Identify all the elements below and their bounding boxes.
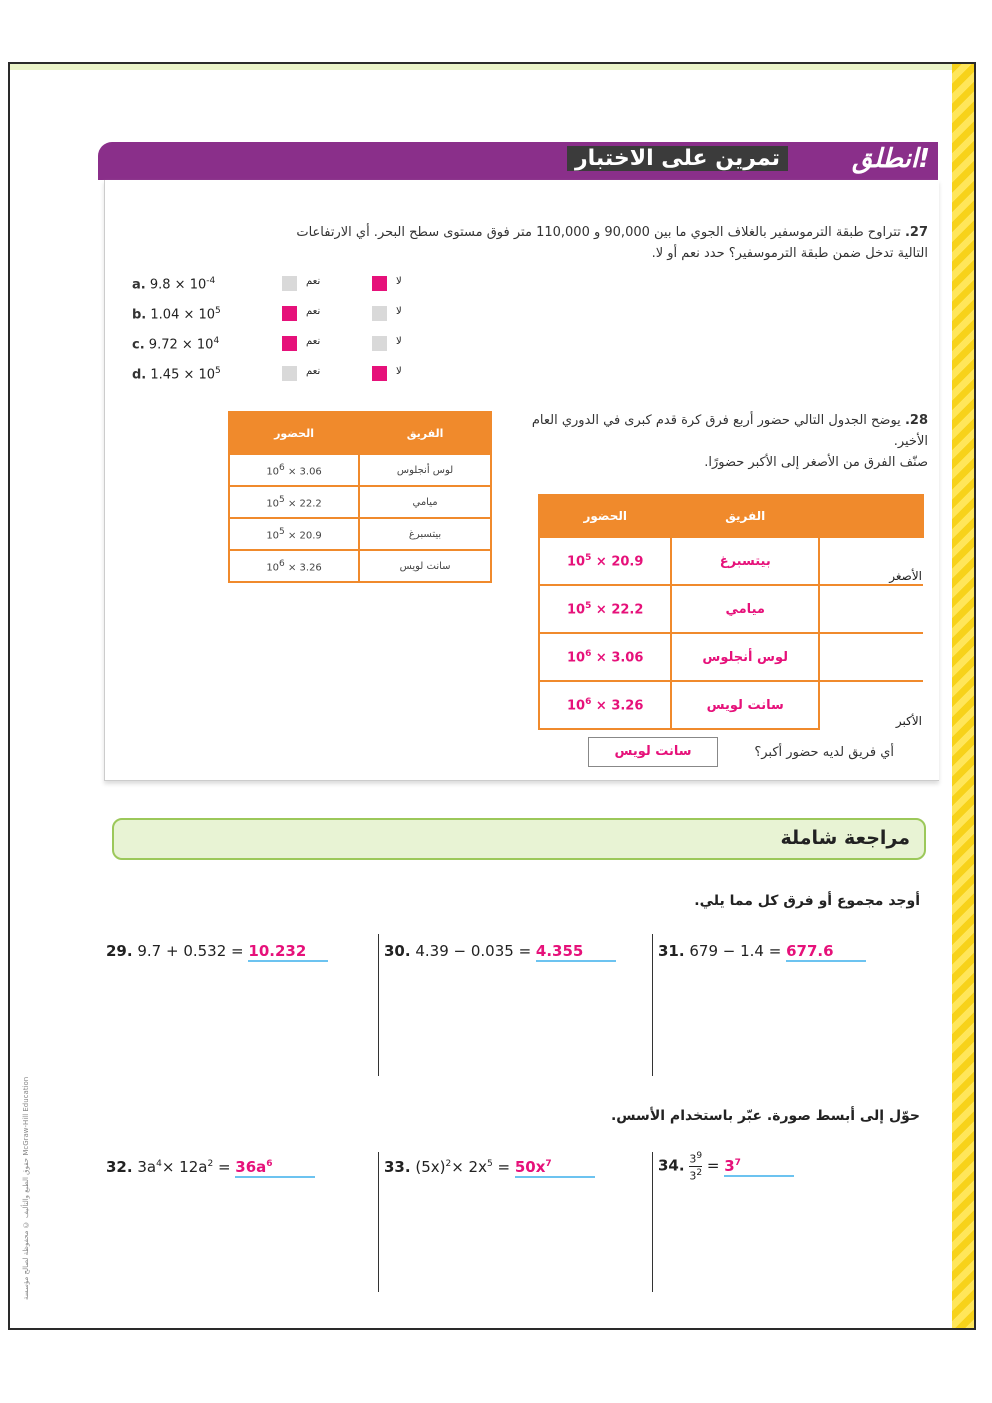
value-cell: $3.06 \times 10^6$ — [229, 454, 359, 486]
divider — [378, 934, 379, 1076]
col-attendance: الحضور — [539, 495, 671, 537]
table-row — [229, 486, 491, 518]
option-label: d. — [132, 367, 147, 383]
q27-number: 27. — [904, 225, 928, 240]
divider — [652, 934, 653, 1076]
value-answer[interactable]: $20.9 \times 10^5$ — [539, 537, 671, 585]
answer-field[interactable]: $50x^7$ — [515, 1158, 595, 1178]
yes-checkbox[interactable] — [282, 276, 297, 291]
q28-final-question: أي فريق لديه حضور أكبر؟ — [754, 745, 894, 760]
q28-instruction: صنّف الفرق من الأصغر إلى الأكبر حضورًا. — [704, 455, 928, 470]
table-row — [229, 518, 491, 550]
col-team: الفريق — [359, 412, 491, 454]
rank-cell — [819, 537, 923, 585]
no-label: لا — [396, 306, 402, 317]
no-label: لا — [396, 276, 402, 287]
option-exp: 5 — [215, 306, 221, 316]
no-checkbox[interactable] — [372, 336, 387, 351]
q28-text — [528, 410, 928, 473]
yes-checkbox[interactable] — [282, 336, 297, 351]
section2-instruction: حوّل إلى أبسط صورة. عبّر باستخدام الأسس. — [610, 1108, 920, 1124]
answer-field[interactable]: $36a^6$ — [235, 1158, 315, 1178]
option-value: 9.8 × 10 — [149, 277, 207, 293]
problem-30: 30. 4.39 − 0.035 = 4.355 — [384, 942, 616, 962]
review-title: مراجعة شاملة — [780, 827, 910, 849]
top-rule — [10, 64, 974, 70]
answer-field[interactable]: $3^7$ — [724, 1157, 794, 1177]
option-label: c. — [132, 337, 145, 353]
q27-question: تتراوح طبقة الترموسفير بالغلاف الجوي ما بين 90,000 و 110,000 متر فوق مستوى سطح البحر. أي الارتفاعات التالية تدخل ضمن طبقة الترموسفير؟ حدد نعم أو لا. — [296, 225, 928, 261]
no-checkbox[interactable] — [372, 366, 387, 381]
option-exp: 5 — [215, 366, 221, 376]
q28-question: يوضح الجدول التالي حضور أربع فرق كرة قدم كبرى في الدوري العام الأخير. — [531, 413, 928, 449]
rank-cell — [819, 681, 923, 729]
largest-label: الأكبر — [895, 714, 922, 728]
ranking-table — [538, 494, 924, 730]
copyright-note: حقوق الطبع والتأليف © محفوظة لصالح مؤسسة McGraw-Hill Education — [22, 1076, 30, 1300]
section1-instruction: أوجد مجموع أو فرق كل مما يلي. — [694, 893, 920, 909]
team-answer[interactable]: بيتسبرغ — [671, 537, 819, 585]
answer-field[interactable]: 4.355 — [536, 942, 616, 962]
value-answer[interactable]: $3.26 \times 10^6$ — [539, 681, 671, 729]
table-row — [229, 454, 491, 486]
attendance-table — [228, 411, 492, 583]
option-label: b. — [132, 307, 147, 323]
q28-number: 28. — [904, 413, 928, 428]
yes-label: نعم — [306, 336, 321, 347]
table-row — [539, 681, 923, 729]
q28-answer-box[interactable]: سانت لويس — [588, 737, 718, 767]
problem-33: 33. $(5x)^2\times 2x^5 = 50x^7$ — [384, 1158, 595, 1178]
team-answer[interactable]: لوس أنجلوس — [671, 633, 819, 681]
no-checkbox[interactable] — [372, 276, 387, 291]
option-a — [132, 274, 432, 296]
table-row — [539, 537, 923, 585]
yes-label: نعم — [306, 366, 321, 377]
banner-title: تمرين على الاختبار — [567, 146, 788, 171]
smallest-label: الأصغر — [889, 569, 922, 583]
yellow-stripe — [952, 64, 974, 1328]
divider — [652, 1152, 653, 1292]
team-answer[interactable]: ميامي — [671, 585, 819, 633]
value-cell: $20.9 \times 10^5$ — [229, 518, 359, 550]
answer-field[interactable]: 10.232 — [248, 942, 328, 962]
team-cell: لوس أنجلوس — [359, 454, 491, 486]
problem-31: 31. 679 − 1.4 = 677.6 — [658, 942, 866, 962]
answer-field[interactable]: 677.6 — [786, 942, 866, 962]
rank-cell — [819, 585, 923, 633]
option-c — [132, 334, 432, 356]
option-exp: -4 — [206, 276, 216, 286]
col-rank — [819, 495, 923, 537]
team-cell: ميامي — [359, 486, 491, 518]
option-label: a. — [132, 277, 146, 293]
option-value: 9.72 × 10 — [148, 337, 214, 353]
option-b — [132, 304, 432, 326]
yes-checkbox[interactable] — [282, 366, 297, 381]
yes-label: نعم — [306, 276, 321, 287]
section-banner — [98, 142, 938, 180]
col-team: الفريق — [671, 495, 819, 537]
value-cell: $22.2 \times 10^5$ — [229, 486, 359, 518]
team-cell: سانت لويس — [359, 550, 491, 582]
team-answer[interactable]: سانت لويس — [671, 681, 819, 729]
no-label: لا — [396, 366, 402, 377]
value-cell: $3.26 \times 10^6$ — [229, 550, 359, 582]
problem-32: 32. $3a^4\times 12a^2 = 36a^6$ — [106, 1158, 315, 1178]
yes-label: نعم — [306, 306, 321, 317]
problem-34: 34. $\frac{3^9}{3^2}$ = $3^7$ — [658, 1150, 794, 1182]
yes-checkbox[interactable] — [282, 306, 297, 321]
col-attendance: الحضور — [229, 412, 359, 454]
value-answer[interactable]: $3.06 \times 10^6$ — [539, 633, 671, 681]
no-label: لا — [396, 336, 402, 347]
review-banner — [112, 818, 926, 860]
rank-cell — [819, 633, 923, 681]
no-checkbox[interactable] — [372, 306, 387, 321]
team-cell: بيتسبرغ — [359, 518, 491, 550]
option-value: 1.45 × 10 — [150, 367, 216, 383]
table-row — [539, 585, 923, 633]
value-answer[interactable]: $22.2 \times 10^5$ — [539, 585, 671, 633]
option-d — [132, 364, 432, 386]
table-row — [229, 550, 491, 582]
problem-29: 29. 9.7 + 0.532 = 10.232 — [106, 942, 328, 962]
banner-go: انطلق! — [852, 144, 930, 174]
option-exp: 4 — [213, 336, 220, 346]
table-row — [539, 633, 923, 681]
q27-text — [288, 222, 928, 264]
divider — [378, 1152, 379, 1292]
option-value: 1.04 × 10 — [150, 307, 216, 323]
